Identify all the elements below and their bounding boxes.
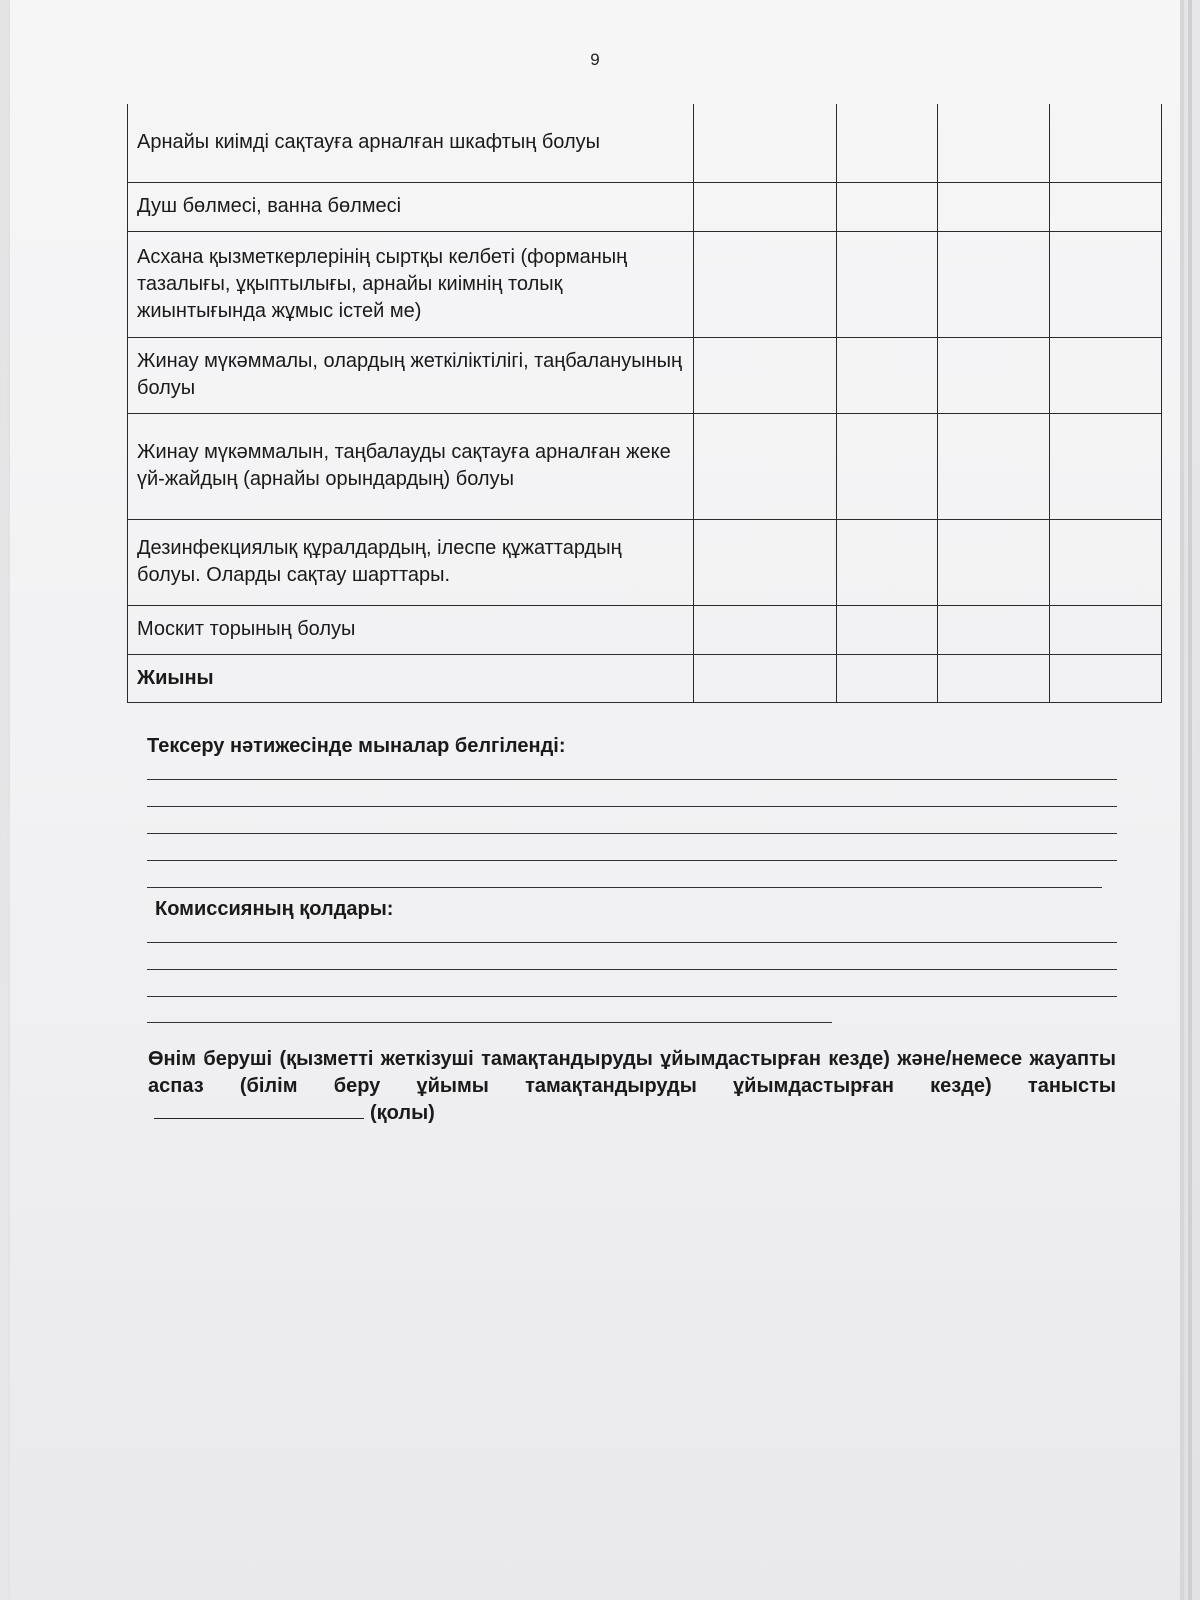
criterion-cell: Асхана қызметкерлерінің сыртқы келбеті (форманың тазалығы, ұқыптылығы, арнайы киімнің толық жиынтығында жұмыс істей ме) bbox=[128, 231, 694, 337]
mark-cell[interactable] bbox=[1050, 654, 1162, 702]
mark-cell[interactable] bbox=[837, 182, 938, 231]
mark-cell[interactable] bbox=[694, 337, 837, 413]
mark-cell[interactable] bbox=[1050, 231, 1162, 337]
criterion-cell: Дезинфекциялық құралдардың, ілеспе құжаттардың болуы. Оларды сақтау шарттары. bbox=[128, 519, 694, 605]
signature-line[interactable] bbox=[147, 942, 1117, 943]
mark-cell[interactable] bbox=[938, 519, 1050, 605]
mark-cell[interactable] bbox=[694, 231, 837, 337]
table-row bbox=[128, 605, 1162, 654]
table-row bbox=[128, 519, 1162, 605]
page-edge bbox=[1188, 0, 1192, 1600]
mark-cell[interactable] bbox=[694, 605, 837, 654]
mark-cell[interactable] bbox=[938, 104, 1050, 182]
mark-cell[interactable] bbox=[938, 605, 1050, 654]
mark-cell[interactable] bbox=[837, 654, 938, 702]
mark-cell[interactable] bbox=[1050, 413, 1162, 519]
table-row bbox=[128, 337, 1162, 413]
mark-cell[interactable] bbox=[1050, 182, 1162, 231]
mark-cell[interactable] bbox=[1050, 519, 1162, 605]
document-page bbox=[10, 0, 1180, 1600]
table-row bbox=[128, 182, 1162, 231]
mark-cell[interactable] bbox=[694, 519, 837, 605]
signature-line[interactable] bbox=[147, 996, 1117, 997]
table-row bbox=[128, 104, 1162, 182]
criterion-cell: Жинау мүкәммалын, таңбалауды сақтауға арналған жеке үй-жайдың (арнайы орындардың) болуы bbox=[128, 413, 694, 519]
acknowledgement-paragraph bbox=[148, 1046, 1116, 1127]
mark-cell[interactable] bbox=[837, 104, 938, 182]
signature-line[interactable] bbox=[147, 1022, 832, 1023]
total-label: Жиыны bbox=[128, 654, 694, 702]
mark-cell[interactable] bbox=[694, 182, 837, 231]
table-row-total bbox=[128, 654, 1162, 702]
table-row bbox=[128, 231, 1162, 337]
findings-line[interactable] bbox=[147, 806, 1117, 807]
criterion-cell: Жинау мүкәммалы, олардың жеткіліктілігі, таңбалануының болуы bbox=[128, 337, 694, 413]
mark-cell[interactable] bbox=[938, 337, 1050, 413]
findings-line[interactable] bbox=[147, 833, 1117, 834]
signatures-heading: Комиссияның қолдары: bbox=[155, 898, 394, 920]
mark-cell[interactable] bbox=[837, 519, 938, 605]
criterion-cell: Душ бөлмесі, ванна бөлмесі bbox=[128, 182, 694, 231]
mark-cell[interactable] bbox=[837, 413, 938, 519]
mark-cell[interactable] bbox=[1050, 104, 1162, 182]
findings-line[interactable] bbox=[147, 779, 1117, 780]
mark-cell[interactable] bbox=[938, 231, 1050, 337]
mark-cell[interactable] bbox=[837, 337, 938, 413]
page-edge bbox=[1180, 0, 1184, 1600]
mark-cell[interactable] bbox=[938, 654, 1050, 702]
mark-cell[interactable] bbox=[938, 413, 1050, 519]
acknowledgement-signature-line[interactable] bbox=[154, 1118, 364, 1119]
mark-cell[interactable] bbox=[837, 605, 938, 654]
findings-heading: Тексеру нәтижесінде мыналар белгіленді: bbox=[147, 735, 566, 757]
criterion-cell: Москит торының болуы bbox=[128, 605, 694, 654]
mark-cell[interactable] bbox=[694, 104, 837, 182]
table-row bbox=[128, 413, 1162, 519]
mark-cell[interactable] bbox=[1050, 605, 1162, 654]
findings-line[interactable] bbox=[147, 887, 1102, 888]
acknowledgement-text: Өнім беруші (қызметті жеткізуші тамақтандыруды ұйымдастырған кезде) және/немесе жауапты аспаз (білім беру ұйымы тамақтандыруды ұйымдастырған кезде) танысты bbox=[148, 1048, 1116, 1097]
criterion-cell: Арнайы киімді сақтауға арналған шкафтың болуы bbox=[128, 104, 694, 182]
mark-cell[interactable] bbox=[837, 231, 938, 337]
page-number: 9 bbox=[590, 50, 600, 69]
signature-caption: (қолы) bbox=[370, 1102, 435, 1124]
signature-line[interactable] bbox=[147, 969, 1117, 970]
mark-cell[interactable] bbox=[1050, 337, 1162, 413]
findings-line[interactable] bbox=[147, 860, 1117, 861]
mark-cell[interactable] bbox=[694, 413, 837, 519]
mark-cell[interactable] bbox=[938, 182, 1050, 231]
mark-cell[interactable] bbox=[694, 654, 837, 702]
checklist-table bbox=[127, 104, 1162, 703]
